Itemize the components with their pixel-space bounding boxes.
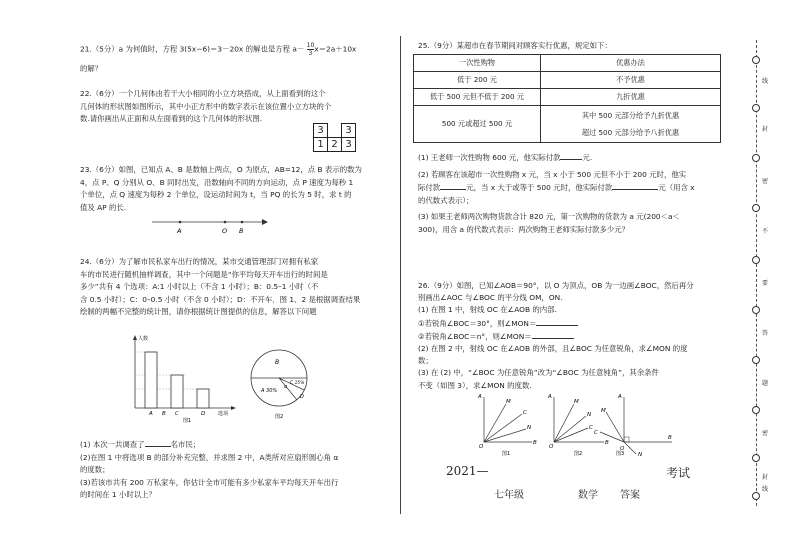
pie-label-alpha: α — [284, 384, 288, 390]
q25-part1: (1) 王老师一次性购物 600 元，他实际付款 — [418, 153, 561, 162]
grid-cell: 1 — [313, 137, 328, 152]
svg-text:B: B — [533, 440, 537, 446]
svg-text:C: C — [523, 410, 527, 416]
q25-part1-tail: 元. — [582, 153, 593, 162]
cat-d: D — [201, 411, 206, 417]
angle-figure-3 — [594, 394, 672, 458]
pie-label-b: B — [275, 359, 280, 366]
binding-hole — [752, 406, 760, 414]
svg-text:C: C — [594, 430, 598, 436]
question-22 — [80, 88, 395, 126]
grid-cell: 3 — [341, 123, 356, 138]
binding-char: 线 — [762, 486, 769, 493]
question-26 — [418, 280, 730, 392]
binding-char: 密 — [762, 430, 769, 437]
binding-hole — [752, 56, 760, 64]
binding-hole — [752, 104, 760, 112]
binding-hole — [752, 492, 760, 500]
table-cell: 不予优惠 — [541, 72, 721, 89]
grid-cell: 3 — [341, 137, 356, 152]
answer-blank[interactable] — [532, 330, 574, 339]
svg-text:A: A — [548, 394, 552, 400]
grid-cell: 3 — [313, 123, 328, 138]
q26-line: 26.（9分）如图，已知∠AOB＝90°，以 O 为顶点，OB 为一边画∠BOC，然后再分 — [418, 281, 694, 290]
q26-line: ②若锐角∠BOC＝n°，则∠MON＝ — [418, 331, 532, 341]
svg-text:N: N — [587, 412, 592, 418]
svg-text:O: O — [549, 444, 554, 450]
q21-text: 21.（5分）a 为何值时，方程 3(5x−6)＝3－20x 的解也是方程 a－ — [80, 44, 305, 54]
arrow-icon — [133, 335, 137, 340]
q24-part3b: 的时间在 1 小时以上？ — [80, 490, 156, 500]
binding-char: 不 — [762, 228, 769, 235]
grid-cell: 2 — [327, 137, 342, 152]
footer-kind: 答案 — [620, 490, 640, 501]
bar-a — [145, 352, 157, 408]
table-cell: 500 元或超过 500 元 — [414, 106, 541, 143]
q24-part1: (1) 本次一共调查了 — [80, 440, 145, 449]
pie-label-a: A 30% — [261, 388, 278, 394]
q23-line: 23.（6分）如图，已知点 A、B 是数轴上两点，O 为原点，AB=12，点 B 表示的数为 — [80, 165, 362, 174]
q24-line: 24.（6分）为了解市民私家车出行的情况，某市交通管理部门对拥有私家 — [80, 257, 319, 266]
svg-text:O: O — [620, 446, 625, 452]
q26-line: 别画出∠AOC 与∠BOC 的平分线 OM，ON. — [418, 293, 563, 303]
label-o: O — [222, 227, 228, 235]
q26-line: (1) 在图 1 中，射线 OC 在∠AOB 的内部. — [418, 305, 557, 315]
q25-part2: (2) 若顾客在该超市一次性购物 x 元，当 x 小于 500 元但不小于 200 元时，他实 — [418, 169, 687, 179]
figure-caption: 图3 — [616, 451, 625, 457]
binding-char: 答 — [762, 330, 769, 337]
point-b — [241, 221, 244, 224]
pie-caption: 图2 — [275, 414, 284, 420]
bar-c — [171, 375, 183, 408]
binding-char: 题 — [762, 380, 769, 387]
bar-d — [197, 389, 209, 408]
cat-a: A — [149, 411, 153, 417]
arrow-icon — [262, 219, 268, 225]
pie-chart-figure — [245, 338, 317, 422]
table-header-cell: 一次性购物 — [414, 55, 541, 72]
binding-char: 要 — [762, 280, 769, 287]
svg-text:B: B — [668, 435, 672, 441]
answer-blank[interactable] — [612, 181, 658, 190]
q21-text-2: 的解？ — [80, 64, 103, 73]
q23-line: 个单位，点 Q 速度为每秒 2 个单位，设运动时间为 t，当 PQ 的长为 5 时，求 t 的 — [80, 190, 352, 200]
pie-label-c: C 15% — [290, 381, 305, 386]
answer-blank[interactable] — [536, 317, 578, 326]
answer-blank[interactable] — [560, 151, 582, 160]
q25-title: 25.（9分）某超市在春节期间对顾客实行优惠，规定如下： — [418, 41, 612, 50]
question-24-parts — [80, 438, 400, 502]
q26-line: (2) 在图 2 中，射线 OC 在∠AOB 的外部，且∠BOC 为任意锐角，求∠MON 的度 — [418, 344, 688, 354]
question-21 — [80, 42, 395, 76]
table-cell-line: 其中 500 元部分给予九折优惠 — [581, 111, 680, 120]
binding-hole — [752, 204, 760, 212]
footer-year: 2021— — [446, 464, 489, 478]
q21-text-tail: x＝2a＋10x — [314, 44, 357, 54]
binding-char: 封 — [762, 474, 769, 481]
binding-hole — [752, 356, 760, 364]
bar-ylabel: 人数 — [138, 336, 149, 342]
binding-hole — [752, 454, 760, 462]
table-cell: 低于 200 元 — [414, 72, 541, 89]
q26-line: (3) 在 (2) 中，“∠BOC 为任意锐角”改为“∠BOC 为任意钝角”，其余条件 — [418, 368, 659, 378]
svg-text:N: N — [638, 452, 643, 458]
footer-grade: 七年级 — [494, 490, 524, 501]
arrow-icon — [231, 406, 236, 410]
q24-part2: (2)在图 1 中将选项 B 的部分补充完整，并求图 2 中，A类所对应扇形圆心角 α — [80, 452, 339, 462]
discount-table — [413, 54, 721, 143]
table-row — [414, 89, 721, 106]
q25-part2-b1: 际付款 — [418, 183, 441, 193]
cat-c: C — [175, 411, 179, 417]
q26-line: ①若锐角∠BOC＝30°，则∠MON＝ — [418, 318, 537, 328]
point-a — [179, 221, 182, 224]
q26-line: 数； — [418, 356, 433, 366]
binding-hole — [752, 154, 760, 162]
q24-line: 多少”共有 4 个选项：A:1 小时以上（不含 1 小时）；B：0.5–1 小时（不 — [80, 282, 319, 292]
svg-text:O: O — [479, 444, 484, 450]
table-row — [414, 106, 721, 143]
q24-line: 含 0.5 小时）；C：0–0.5 小时（不含 0 小时）；D：不开车．图 1、2 是根据调查结果 — [80, 294, 361, 304]
q25-part2-b2: 元，当 x 大于或等于 500 元时，他实际付款 — [466, 183, 613, 193]
table-header-cell: 优惠办法 — [541, 55, 721, 72]
footer-subject: 数学 — [578, 490, 598, 501]
cat-b: B — [162, 411, 166, 417]
number-line-figure — [150, 214, 270, 236]
bar-xlabel: 选项 — [218, 411, 229, 417]
svg-text:C: C — [589, 425, 593, 431]
table-cell — [541, 106, 721, 143]
q24-part2b: 的度数； — [80, 465, 110, 475]
table-cell: 低于 500 元但不低于 200 元 — [414, 89, 541, 106]
svg-text:M: M — [601, 408, 606, 414]
q25-part2-c: 的代数式表示）； — [418, 195, 474, 205]
bar-chart-figure — [125, 332, 245, 424]
question-25-title — [418, 40, 728, 53]
q25-part3: (3) 如果王老师两次购物货款合计 820 元，第一次购物的货款为 a 元(200＜a＜ — [418, 212, 680, 222]
label-a: A — [177, 227, 182, 235]
figure-caption: 图1 — [502, 451, 511, 457]
svg-text:M: M — [574, 399, 579, 405]
bar-caption: 图1 — [183, 418, 192, 424]
q24-line: 车的市民进行随机抽样调查，其中一个问题是“你平均每天开车出行的时间是 — [80, 269, 328, 279]
table-row — [414, 55, 721, 72]
pie-label-d: D — [300, 394, 304, 400]
q23-line: 4，点 P、Q 分别从 O、B 同时出发，沿数轴向不同的方向运动，点 P 速度为每秒 1 — [80, 177, 354, 187]
angle-figure-2 — [547, 394, 609, 457]
binding-hole — [752, 256, 760, 264]
binding-char: 线 — [762, 78, 769, 85]
svg-text:M: M — [506, 399, 511, 405]
q23-line: 值及 AP 的长. — [80, 202, 127, 212]
answer-blank[interactable] — [440, 181, 466, 190]
column-divider — [400, 36, 401, 514]
binding-hole — [752, 306, 760, 314]
q26-line: 不变（如图 3），求∠MON 的度数. — [418, 380, 532, 390]
question-25-parts — [418, 151, 730, 237]
question-24 — [80, 256, 400, 319]
footer-exam: 考试 — [666, 466, 691, 480]
q24-part3: (3)若该市共有 200 万私家车，你估计全市可能有多少私家车平均每天开车出行 — [80, 477, 339, 487]
angle-figures — [476, 392, 676, 458]
q22-line: 22.（6分）一个几何体由若干大小相同的小立方块搭成，从上面看到的这个 — [80, 89, 326, 98]
binding-char: 密 — [762, 178, 769, 185]
question-23 — [80, 164, 395, 214]
table-cell-line: 超过 500 元部分给予八折优惠 — [581, 128, 680, 137]
binding-char: 封 — [762, 126, 769, 133]
point-o — [224, 221, 227, 224]
q21-frac-den: 3 — [308, 50, 313, 57]
binding-marks — [740, 44, 772, 504]
answer-blank[interactable] — [145, 438, 171, 447]
table-row — [414, 72, 721, 89]
q24-line: 绘制的两幅不完整的统计图，请你根据统计图提供的信息，解答以下问题 — [80, 307, 317, 317]
svg-text:N: N — [527, 425, 532, 431]
q25-part3-b: 300)，用含 a 的代数式表示：两次购物王老师实际付款多少元？ — [418, 224, 629, 234]
label-b: B — [239, 227, 244, 235]
svg-text:A: A — [478, 394, 482, 400]
q24-part1-tail: 名市民； — [170, 440, 201, 449]
q25-part2-b3: 元（用含 x — [658, 183, 695, 193]
table-cell: 九折优惠 — [541, 89, 721, 106]
q22-line: 几何体的形状图如图所示，其中小正方形中的数字表示在该位置小立方块的个 — [80, 101, 332, 111]
q22-line: 数.请你画出从正面和从左面看到的这个几何体的形状图. — [80, 114, 263, 124]
figure-caption: 图2 — [574, 451, 583, 457]
svg-text:A: A — [618, 394, 622, 400]
q21-frac-num: 10 — [306, 42, 315, 49]
svg-text:B: B — [605, 440, 609, 446]
angle-figure-1 — [477, 394, 537, 457]
